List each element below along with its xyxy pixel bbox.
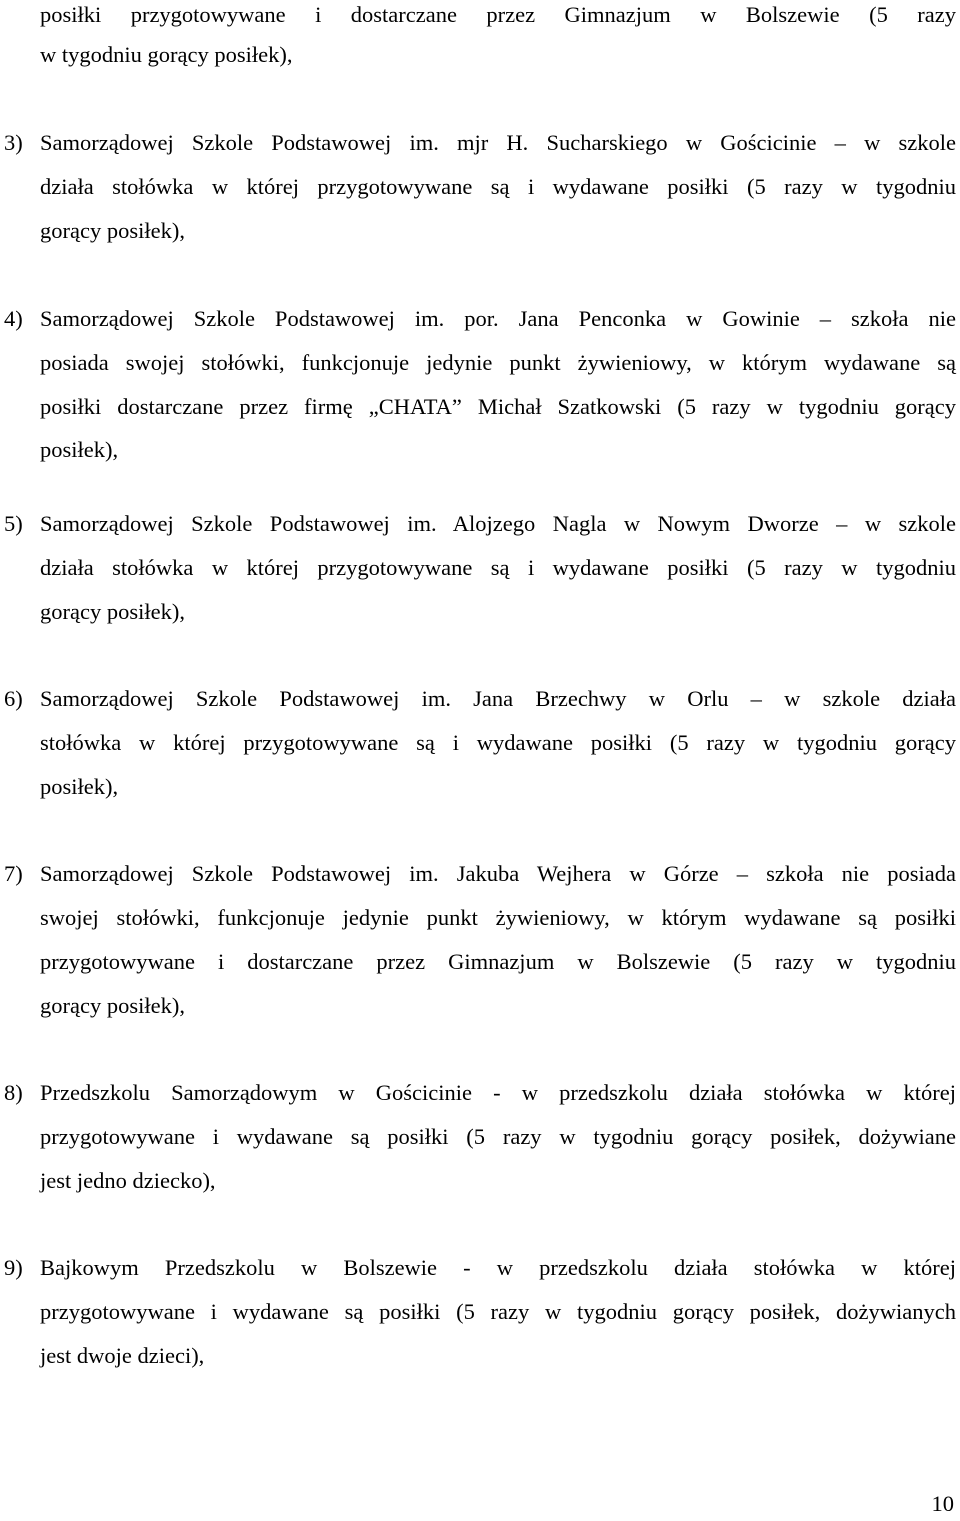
item-5-line-2: działa stołówka w której przygotowywane są i wydawane posiłki (5 razy w tygodniu	[40, 555, 956, 580]
intro-line-1: posiłki przygotowywane i dostarczane przez Gimnazjum w Bolszewie (5 razy	[40, 2, 956, 27]
item-9-number: 9)	[4, 1255, 23, 1280]
item-8-line-1: Przedszkolu Samorządowym w Gościcinie - w przedszkolu działa stołówka w której	[40, 1080, 956, 1105]
item-5-line-1: Samorządowej Szkole Podstawowej im. Alojzego Nagla w Nowym Dworze – w szkole	[40, 511, 956, 536]
item-4-line-2: posiada swojej stołówki, funkcjonuje jedynie punkt żywieniowy, w którym wydawane są	[40, 350, 956, 375]
item-6-line-1: Samorządowej Szkole Podstawowej im. Jana Brzechwy w Orlu – w szkole działa	[40, 686, 956, 711]
item-7-line-1: Samorządowej Szkole Podstawowej im. Jakuba Wejhera w Górze – szkoła nie posiada	[40, 861, 956, 886]
item-6-line-3: posiłek),	[40, 774, 119, 799]
item-3-line-2: działa stołówka w której przygotowywane są i wydawane posiłki (5 razy w tygodniu	[40, 174, 956, 199]
item-5-number: 5)	[4, 511, 23, 536]
item-9-line-1: Bajkowym Przedszkolu w Bolszewie - w przedszkolu działa stołówka w której	[40, 1255, 956, 1280]
item-8-line-2: przygotowywane i wydawane są posiłki (5 razy w tygodniu gorący posiłek, dożywiane	[40, 1124, 956, 1149]
item-7-line-3: przygotowywane i dostarczane przez Gimnazjum w Bolszewie (5 razy w tygodniu	[40, 949, 956, 974]
item-7-line-4: gorący posiłek),	[40, 993, 185, 1018]
item-3-line-3: gorący posiłek),	[40, 218, 185, 243]
item-3-number: 3)	[4, 130, 23, 155]
item-5-line-3: gorący posiłek),	[40, 599, 185, 624]
page-number: 10	[931, 1491, 954, 1516]
item-4-number: 4)	[4, 306, 23, 331]
item-7-line-2: swojej stołówki, funkcjonuje jedynie punkt żywieniowy, w którym wydawane są posiłki	[40, 905, 956, 930]
item-6-line-2: stołówka w której przygotowywane są i wydawane posiłki (5 razy w tygodniu gorący	[40, 730, 956, 755]
item-6-number: 6)	[4, 686, 23, 711]
item-4-line-4: posiłek),	[40, 437, 119, 462]
item-4-line-3: posiłki dostarczane przez firmę „CHATA” Michał Szatkowski (5 razy w tygodniu gorący	[40, 394, 956, 419]
item-4-line-1: Samorządowej Szkole Podstawowej im. por. Jana Penconka w Gowinie – szkoła nie	[40, 306, 956, 331]
item-8-number: 8)	[4, 1080, 23, 1105]
item-9-line-2: przygotowywane i wydawane są posiłki (5 razy w tygodniu gorący posiłek, dożywianych	[40, 1299, 956, 1324]
item-8-line-3: jest jedno dziecko),	[40, 1168, 216, 1193]
item-9-line-3: jest dwoje dzieci),	[40, 1343, 205, 1368]
item-7-number: 7)	[4, 861, 23, 886]
intro-line-2: w tygodniu gorący posiłek),	[40, 42, 293, 67]
item-3-line-1: Samorządowej Szkole Podstawowej im. mjr H. Sucharskiego w Gościcinie – w szkole	[40, 130, 956, 155]
